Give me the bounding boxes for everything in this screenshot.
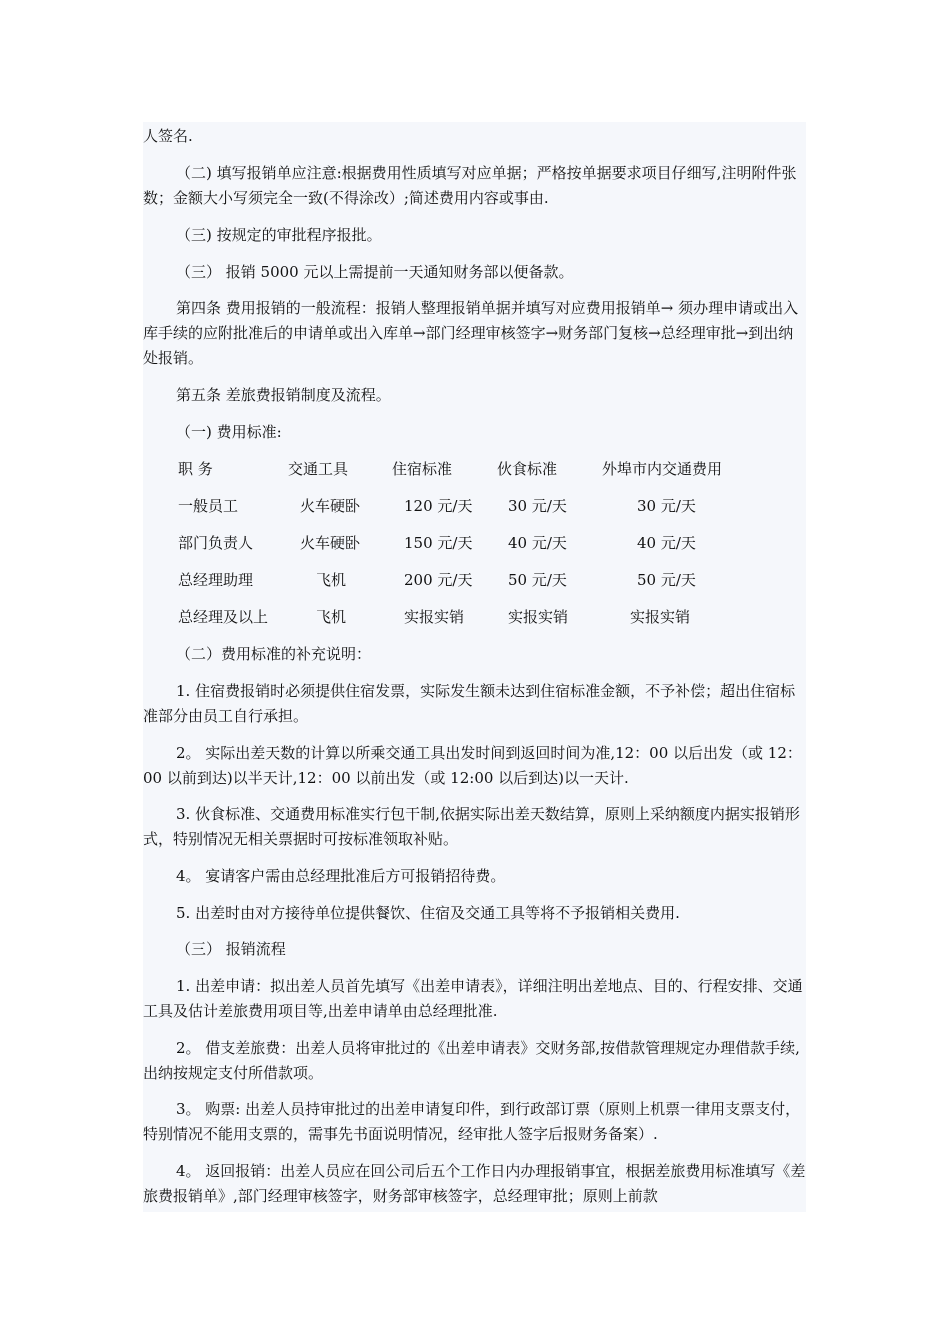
- table-header: 外埠市内交通费用: [602, 460, 723, 478]
- table-cell: 飞机: [316, 608, 347, 626]
- table-cell: 50 元/天: [508, 571, 567, 589]
- table-header-row: [143, 457, 806, 482]
- paragraph: 第四条 费用报销的一般流程：报销人整理报销单据并填写对应费用报销单→ 须办理申请或出入库手续的应附批准后的申请单或出入库单→部门经理审核签字→财务部门复核→总经理审批→到出纳处报销。: [143, 299, 799, 367]
- table-header: 职 务: [178, 460, 213, 478]
- paragraph: 4。 宴请客户需由总经理批准后方可报销招待费。: [176, 867, 506, 885]
- table-cell: 30 元/天: [508, 497, 567, 515]
- paragraph: （二) 填写报销单应注意:根据费用性质填写对应单据；严格按单据要求项目仔细写,注明附件张数；金额大小写须完全一致(不得涂改）;简述费用内容或事由.: [143, 164, 797, 207]
- document-body: [143, 122, 806, 1212]
- table-cell: 一般员工: [178, 497, 239, 515]
- paragraph: 5. 出差时由对方接待单位提供餐饮、住宿及交通工具等将不予报销相关费用.: [176, 904, 680, 922]
- table-cell: 火车硬卧: [300, 497, 361, 515]
- table-header: 住宿标准: [392, 460, 453, 478]
- paragraph: 4。 返回报销：出差人员应在回公司后五个工作日内办理报销事宜，根据差旅费用标准填写《差旅费报销单》,部门经理审核签字，财务部审核签字，总经理审批；原则上前款: [143, 1162, 806, 1205]
- table-row: [143, 568, 806, 593]
- table-cell: 50 元/天: [637, 571, 696, 589]
- section-heading: 第五条 差旅费报销制度及流程。: [176, 386, 391, 404]
- paragraph: 人签名.: [143, 127, 193, 145]
- table-cell: 40 元/天: [508, 534, 567, 552]
- table-cell: 实报实销: [508, 608, 569, 626]
- table-row: [143, 605, 806, 630]
- paragraph: （三） 报销 5000 元以上需提前一天通知财务部以便备款。: [176, 263, 574, 281]
- table-header: 伙食标准: [497, 460, 558, 478]
- subsection-heading: （一) 费用标准:: [176, 423, 282, 441]
- table-cell: 总经理助理: [178, 571, 254, 589]
- paragraph: （三) 按规定的审批程序报批。: [176, 226, 382, 244]
- table-cell: 实报实销: [630, 608, 691, 626]
- table-cell: 总经理及以上: [178, 608, 269, 626]
- paragraph: 3。 购票: 出差人员持审批过的出差申请复印件，到行政部订票（原则上机票一律用支票支付，特别情况不能用支票的，需事先书面说明情况，经审批人签字后报财务备案）.: [143, 1100, 801, 1143]
- table-cell: 30 元/天: [637, 497, 696, 515]
- table-cell: 120 元/天: [404, 497, 473, 515]
- table-cell: 飞机: [316, 571, 347, 589]
- paragraph: 2。 借支差旅费：出差人员将审批过的《出差申请表》交财务部,按借款管理规定办理借款手续,出纳按规定支付所借款项。: [143, 1039, 800, 1082]
- table-cell: 部门负责人: [178, 534, 254, 552]
- subsection-heading: （二）费用标准的补充说明：: [176, 645, 372, 663]
- table-cell: 实报实销: [404, 608, 465, 626]
- table-cell: 火车硬卧: [300, 534, 361, 552]
- subsection-heading: （三） 报销流程: [176, 940, 286, 958]
- paragraph: 1. 出差申请：拟出差人员首先填写《出差申请表》，详细注明出差地点、目的、行程安排、交通工具及估计差旅费用项目等,出差申请单由总经理批准.: [143, 977, 803, 1020]
- table-cell: 40 元/天: [637, 534, 696, 552]
- paragraph: 1. 住宿费报销时必须提供住宿发票，实际发生额未达到住宿标准金额，不予补偿；超出住宿标准部分由员工自行承担。: [143, 682, 796, 725]
- paragraph: 3. 伙食标准、交通费用标准实行包干制,依据实际出差天数结算，原则上采纳额度内据实报销形式，特别情况无相关票据时可按标准领取补贴。: [143, 805, 800, 848]
- table-header: 交通工具: [288, 460, 349, 478]
- table-row: [143, 531, 806, 556]
- table-cell: 200 元/天: [404, 571, 473, 589]
- table-cell: 150 元/天: [404, 534, 473, 552]
- table-row: [143, 494, 806, 519]
- paragraph: 2。 实际出差天数的计算以所乘交通工具出发时间到返回时间为准,12：00 以后出发（或 12：00 以前到达)以半天计,12：00 以前出发（或 12:00 以后到达)以一天计.: [143, 744, 802, 787]
